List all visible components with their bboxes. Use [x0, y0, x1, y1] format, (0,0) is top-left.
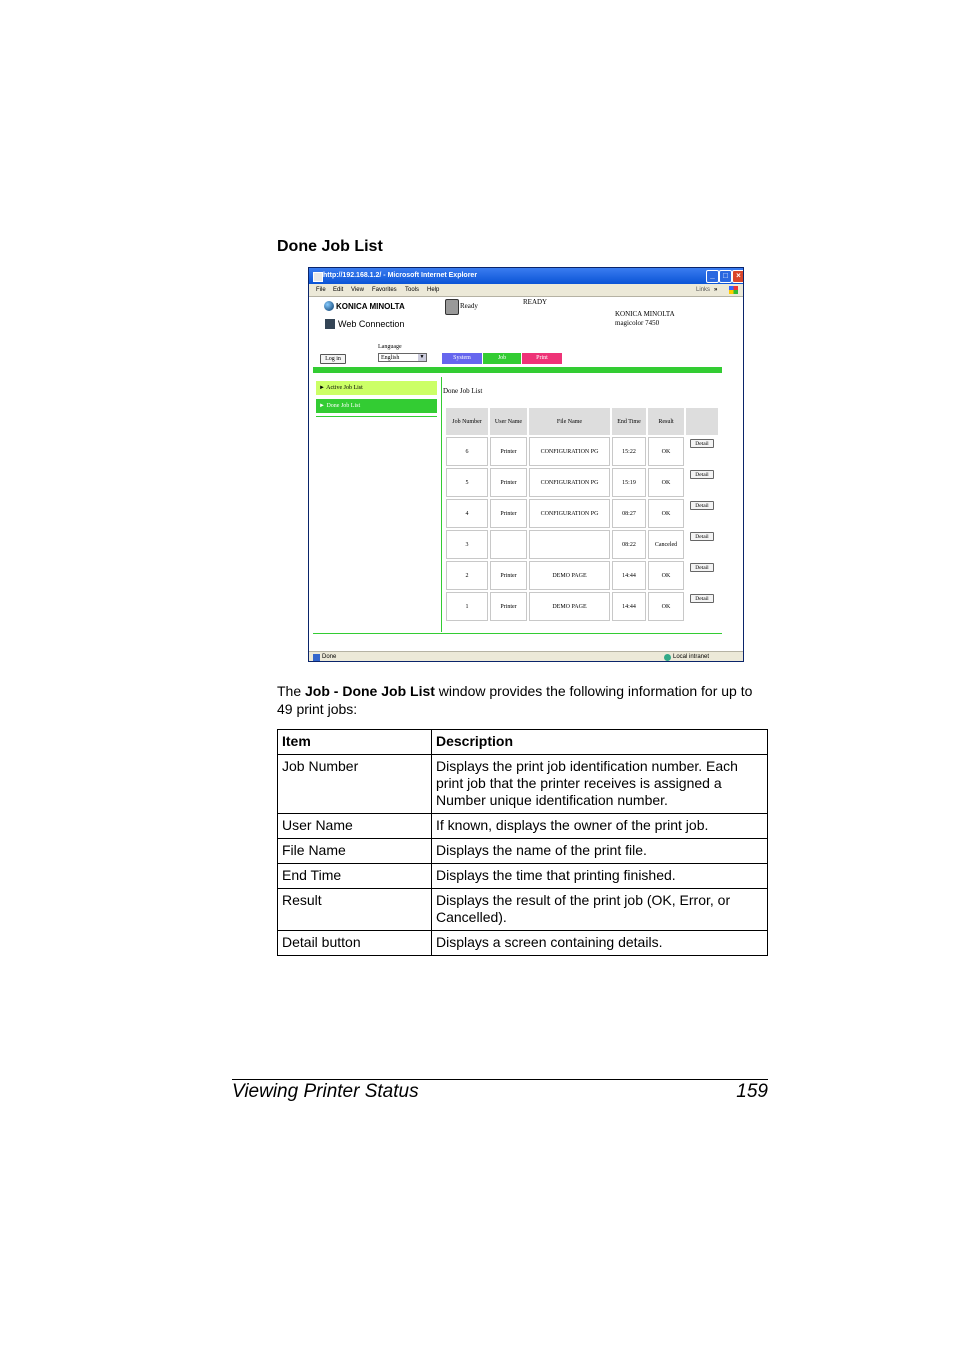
user-name: Printer — [490, 592, 527, 621]
description-cell: Displays a screen containing details. — [432, 931, 768, 956]
konica-minolta-logo: KONICA MINOLTA — [324, 301, 405, 311]
menu-favorites[interactable]: Favorites — [372, 287, 397, 293]
detail-cell — [686, 530, 718, 559]
col-result: Result — [648, 408, 684, 435]
section-title: Done Job List — [277, 238, 383, 255]
end-time: 14:44 — [612, 592, 646, 621]
table-row — [446, 530, 718, 559]
printer-status-icon — [445, 299, 459, 315]
item-cell: User Name — [278, 814, 432, 839]
job-number: 3 — [446, 530, 488, 559]
login-button[interactable]: Log in — [320, 354, 346, 364]
description-cell: Displays the print job identification number. Each print job that the printer receives is assigned a Number unique identification number. — [432, 755, 768, 814]
globe-icon — [324, 301, 334, 311]
arrow-right-icon: ► — [319, 403, 325, 409]
table-row — [446, 592, 718, 621]
item-header: Item — [278, 730, 432, 755]
detail-cell — [686, 437, 718, 466]
file-name: CONFIGURATION PG — [529, 437, 610, 466]
result: OK — [648, 437, 684, 466]
user-name: Printer — [490, 437, 527, 466]
file-name: CONFIGURATION PG — [529, 499, 610, 528]
col-end-time: End Time — [612, 408, 646, 435]
printer-status-text: Ready — [460, 302, 478, 310]
col-file-name: File Name — [529, 408, 610, 435]
job-number: 6 — [446, 437, 488, 466]
detail-cell — [686, 499, 718, 528]
end-time: 08:22 — [612, 530, 646, 559]
table-row — [278, 931, 768, 956]
page-done-icon — [313, 654, 320, 661]
detail-button[interactable]: Detail — [690, 501, 714, 510]
maximize-icon[interactable]: □ — [719, 270, 732, 283]
file-name: DEMO PAGE — [529, 561, 610, 590]
table-row — [278, 839, 768, 864]
result: OK — [648, 499, 684, 528]
browser-window — [308, 267, 744, 662]
description-table — [277, 729, 768, 956]
description-cell: If known, displays the owner of the print job. — [432, 814, 768, 839]
tab-job[interactable]: Job — [483, 353, 521, 364]
browser-content — [309, 297, 743, 651]
content-divider — [441, 377, 442, 632]
windows-logo-icon — [729, 286, 738, 294]
browser-title: http://192.168.1.2/ - Microsoft Internet Explorer — [323, 272, 478, 279]
item-cell: Job Number — [278, 755, 432, 814]
item-cell: Result — [278, 889, 432, 931]
detail-cell — [686, 592, 718, 621]
zone-text: Local intranet — [673, 654, 710, 660]
detail-button[interactable]: Detail — [690, 439, 714, 448]
chevron-icon[interactable]: » — [714, 287, 718, 293]
col-detail — [686, 408, 718, 435]
file-name — [529, 530, 610, 559]
ie-page-icon — [313, 272, 323, 282]
end-time: 14:44 — [612, 561, 646, 590]
table-row — [446, 499, 718, 528]
links-label[interactable]: Links — [696, 287, 711, 293]
result: OK — [648, 561, 684, 590]
browser-status-bar — [309, 651, 743, 662]
printer-status-caps: READY — [523, 298, 548, 306]
user-name — [490, 530, 527, 559]
tab-print[interactable]: Print — [522, 353, 562, 364]
result: Canceled — [648, 530, 684, 559]
footer-chapter-title: Viewing Printer Status — [232, 1081, 419, 1102]
detail-cell — [686, 468, 718, 497]
footer-divider — [313, 633, 722, 634]
language-select[interactable]: English ▼ — [378, 353, 427, 362]
detail-button[interactable]: Detail — [690, 470, 714, 479]
item-cell: File Name — [278, 839, 432, 864]
language-label: Language — [378, 344, 402, 350]
sidebar-divider — [316, 416, 437, 417]
panel-title: Done Job List — [443, 387, 483, 395]
result: OK — [648, 468, 684, 497]
description-cell: Displays the result of the print job (OK, Error, or Cancelled). — [432, 889, 768, 931]
table-header-row — [278, 730, 768, 755]
item-cell: Detail button — [278, 931, 432, 956]
intro-paragraph: The Job - Done Job List window provides the following information for up to 49 print jobs: — [277, 683, 753, 717]
table-row — [446, 468, 718, 497]
table-row — [278, 889, 768, 931]
user-name: Printer — [490, 499, 527, 528]
intro-bold: Job - Done Job List — [305, 683, 435, 699]
footer-rule — [232, 1079, 768, 1080]
pagescope-icon — [325, 319, 335, 329]
job-number: 2 — [446, 561, 488, 590]
table-row — [278, 755, 768, 814]
table-row — [278, 814, 768, 839]
menu-help[interactable]: Help — [427, 287, 440, 293]
menu-bar — [309, 284, 743, 297]
detail-button[interactable]: Detail — [690, 563, 714, 572]
description-header: Description — [432, 730, 768, 755]
status-text: Done — [322, 654, 337, 660]
job-number: 1 — [446, 592, 488, 621]
table-header-row — [446, 408, 718, 435]
item-cell: End Time — [278, 864, 432, 889]
header-divider — [313, 367, 722, 373]
intranet-zone-icon — [664, 654, 671, 661]
job-number: 4 — [446, 499, 488, 528]
printer-model: KONICA MINOLTA magicolor 7450 — [615, 310, 675, 327]
menu-edit[interactable]: Edit — [333, 287, 344, 293]
web-connection-logo: Web Connection — [325, 319, 404, 329]
end-time: 08:27 — [612, 499, 646, 528]
detail-cell — [686, 561, 718, 590]
table-row — [278, 864, 768, 889]
description-cell: Displays the name of the print file. — [432, 839, 768, 864]
table-row — [446, 561, 718, 590]
page-number: 159 — [736, 1081, 768, 1102]
col-job-number: Job Number — [446, 408, 488, 435]
tab-system[interactable]: System — [442, 353, 482, 364]
done-job-table — [444, 406, 720, 623]
menu-file[interactable]: File — [316, 287, 326, 293]
minimize-icon[interactable]: _ — [706, 270, 719, 283]
result: OK — [648, 592, 684, 621]
file-name: CONFIGURATION PG — [529, 468, 610, 497]
detail-button[interactable]: Detail — [690, 532, 714, 541]
end-time: 15:19 — [612, 468, 646, 497]
end-time: 15:22 — [612, 437, 646, 466]
menu-tools[interactable]: Tools — [405, 287, 420, 293]
table-row — [446, 437, 718, 466]
job-number: 5 — [446, 468, 488, 497]
chevron-down-icon: ▼ — [419, 355, 425, 360]
user-name: Printer — [490, 468, 527, 497]
description-cell: Displays the time that printing finished. — [432, 864, 768, 889]
user-name: Printer — [490, 561, 527, 590]
menu-view[interactable]: View — [351, 287, 364, 293]
sidebar-item-active-job-list[interactable]: ► Active Job List — [316, 381, 437, 395]
browser-titlebar — [309, 268, 743, 284]
arrow-right-icon: ► — [319, 385, 325, 391]
col-user-name: User Name — [490, 408, 527, 435]
detail-button[interactable]: Detail — [690, 594, 714, 603]
sidebar-item-done-job-list[interactable]: ► Done Job List — [316, 399, 437, 413]
file-name: DEMO PAGE — [529, 592, 610, 621]
close-icon[interactable]: × — [732, 270, 744, 283]
